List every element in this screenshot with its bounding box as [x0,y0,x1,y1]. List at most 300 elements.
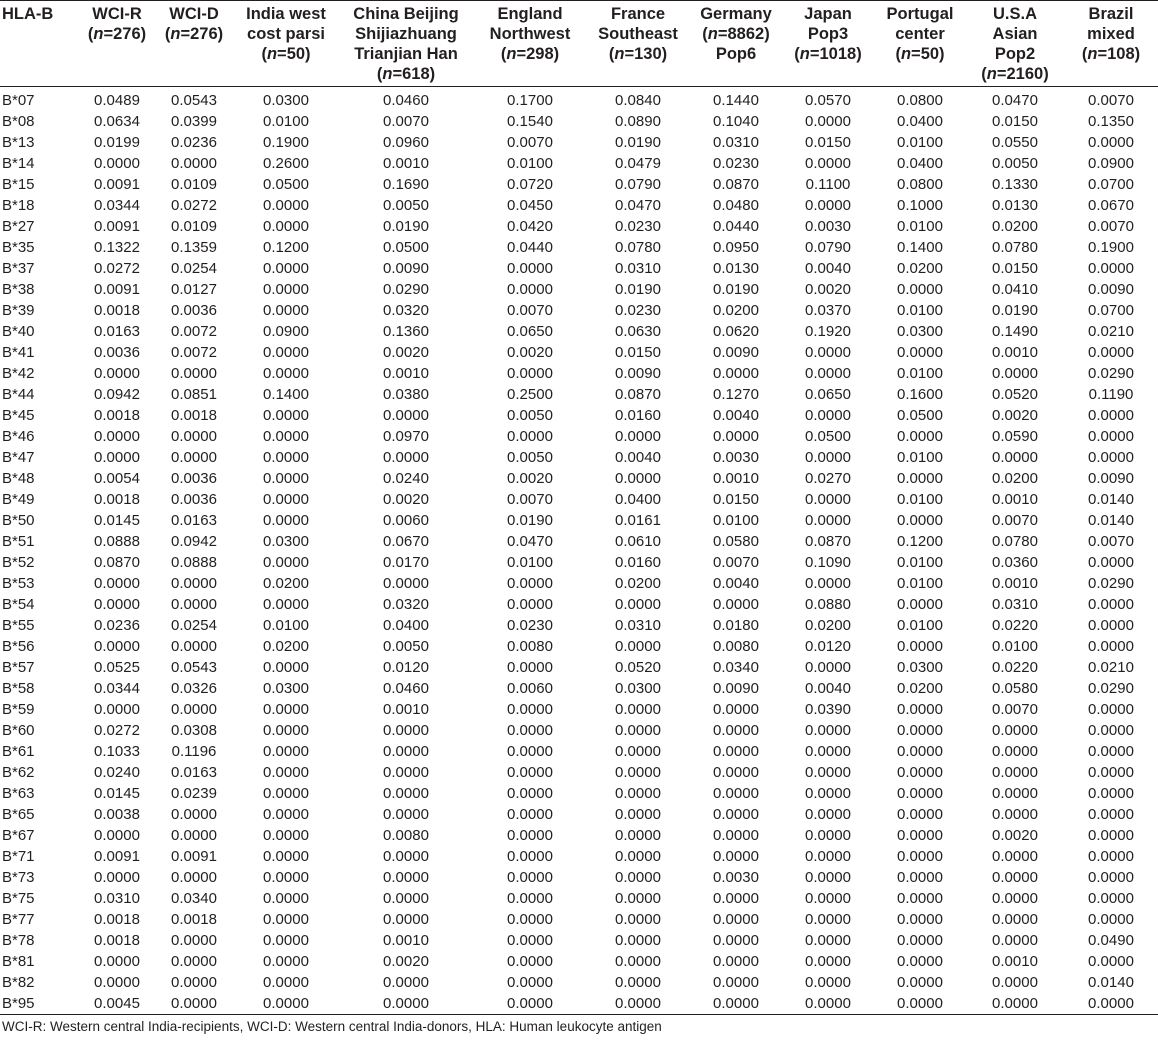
frequency-cell: 0.0000 [1088,827,1134,844]
column-header-line: India west [246,5,326,23]
table-row [0,699,1158,720]
frequency-cell: 0.0000 [1088,722,1134,739]
column-header-sample-size: (n=276) [164,25,224,43]
frequency-cell: 0.0070 [1088,533,1134,550]
frequency-cell: 0.0000 [507,806,553,823]
frequency-cell: 0.0400 [897,113,943,130]
frequency-cell: 0.0100 [897,575,943,592]
frequency-cell: 0.0080 [507,638,553,655]
frequency-cell: 0.0190 [992,302,1038,319]
frequency-cell: 0.0790 [805,239,851,256]
column-header-line: Portugal [886,5,954,23]
frequency-cell: 0.0000 [1088,554,1134,571]
frequency-cell: 0.0000 [992,722,1038,739]
frequency-cell: 0.0000 [615,596,661,613]
frequency-cell: 0.0000 [94,827,140,844]
table-row [0,279,1158,300]
frequency-cell: 0.0000 [1088,743,1134,760]
frequency-cell: 0.1100 [805,176,851,193]
frequency-cell: 0.0140 [1088,491,1134,508]
frequency-cell: 0.0000 [263,911,309,928]
frequency-cell: 0.0036 [171,491,217,508]
frequency-cell: 0.0000 [94,155,140,172]
frequency-cell: 0.0000 [713,848,759,865]
frequency-cell: 0.0150 [615,344,661,361]
frequency-cell: 0.0036 [171,470,217,487]
table-row [0,678,1158,699]
allele-cell: B*60 [2,722,35,739]
table-row [0,87,1158,112]
frequency-cell: 0.0230 [615,302,661,319]
frequency-cell: 0.0000 [507,575,553,592]
column-header [338,1,474,87]
frequency-cell: 0.0300 [263,533,309,550]
frequency-cell: 0.0326 [171,680,217,697]
column-header [1064,1,1158,87]
frequency-cell: 0.0000 [507,890,553,907]
frequency-cell: 0.0340 [171,890,217,907]
frequency-cell: 0.0200 [897,680,943,697]
allele-cell: B*53 [2,575,35,592]
frequency-cell: 0.1350 [1088,113,1134,130]
frequency-cell: 0.0200 [615,575,661,592]
frequency-cell: 0.0420 [507,218,553,235]
frequency-cell: 0.0000 [805,197,851,214]
frequency-cell: 0.0000 [1088,911,1134,928]
frequency-cell: 0.0240 [94,764,140,781]
sample-size-value: 50 [920,45,940,63]
column-header-line: Pop6 [715,45,757,63]
frequency-cell: 0.0470 [992,92,1038,109]
column-header-line: Northwest [489,25,571,43]
frequency-cell: 0.0390 [805,701,851,718]
allele-cell: B*56 [2,638,35,655]
frequency-cell: 0.0000 [805,911,851,928]
frequency-cell: 0.0000 [94,428,140,445]
column-header-line: China Beijing [353,5,459,23]
frequency-cell: 0.0100 [897,554,943,571]
frequency-cell: 0.0000 [897,953,943,970]
allele-cell: B*55 [2,617,35,634]
column-header [154,1,234,87]
frequency-cell: 0.0000 [263,218,309,235]
frequency-cell: 0.0163 [171,512,217,529]
frequency-cell: 0.0000 [507,932,553,949]
frequency-cell: 0.0000 [805,764,851,781]
frequency-cell: 0.0650 [507,323,553,340]
frequency-cell: 0.0000 [897,764,943,781]
frequency-cell: 0.0140 [1088,974,1134,991]
column-header-line: France [610,5,666,23]
frequency-cell: 0.0000 [1088,806,1134,823]
frequency-cell: 0.0320 [383,302,429,319]
allele-cell: B*58 [2,680,35,697]
frequency-cell: 0.0000 [713,932,759,949]
frequency-cell: 0.0000 [615,953,661,970]
frequency-cell: 0.0161 [615,512,661,529]
frequency-cell: 0.0525 [94,659,140,676]
frequency-cell: 0.0000 [805,491,851,508]
sample-size-value: 108 [1107,45,1135,63]
table-row [0,993,1158,1015]
column-header-line: center [895,25,945,43]
sample-size-value: 8862 [727,25,765,43]
frequency-cell: 0.0310 [713,134,759,151]
frequency-cell: 0.0000 [507,869,553,886]
table-row [0,174,1158,195]
frequency-cell: 0.0950 [713,239,759,256]
column-header-sample-size: (n=8862) [702,25,770,43]
frequency-cell: 0.0000 [383,722,429,739]
frequency-cell: 0.0000 [507,659,553,676]
frequency-cell: 0.0040 [713,407,759,424]
frequency-cell: 0.0890 [615,113,661,130]
frequency-cell: 0.0000 [805,344,851,361]
frequency-cell: 0.1322 [94,239,140,256]
frequency-cell: 0.0040 [713,575,759,592]
frequency-cell: 0.0090 [615,365,661,382]
frequency-cell: 0.0790 [615,176,661,193]
table-row [0,552,1158,573]
frequency-cell: 0.0000 [805,848,851,865]
table-row [0,594,1158,615]
frequency-cell: 0.0970 [383,428,429,445]
table-header [0,1,1158,87]
frequency-cell: 0.0054 [94,470,140,487]
frequency-cell: 0.0344 [94,197,140,214]
frequency-cell: 0.0870 [94,554,140,571]
frequency-cell: 0.0190 [615,281,661,298]
frequency-cell: 0.0010 [383,365,429,382]
frequency-cell: 0.0900 [263,323,309,340]
frequency-cell: 0.0000 [897,974,943,991]
frequency-cell: 0.0000 [1088,701,1134,718]
frequency-cell: 0.0010 [383,701,429,718]
frequency-cell: 0.0942 [94,386,140,403]
frequency-cell: 0.0000 [897,848,943,865]
table-row [0,237,1158,258]
frequency-cell: 0.0127 [171,281,217,298]
frequency-cell: 0.0610 [615,533,661,550]
frequency-cell: 0.0000 [805,407,851,424]
frequency-cell: 0.0000 [171,449,217,466]
frequency-cell: 0.0000 [263,701,309,718]
frequency-cell: 0.0000 [263,596,309,613]
frequency-cell: 0.0010 [713,470,759,487]
frequency-cell: 0.0000 [713,596,759,613]
allele-cell: B*13 [2,134,35,151]
frequency-cell: 0.0145 [94,512,140,529]
frequency-cell: 0.0091 [94,218,140,235]
table-footnote: WCI-R: Western central India-recipients, WCI-D: Western central India-donors, HLA: Human leukocyte antigen [2,1019,662,1034]
frequency-cell: 0.0000 [897,932,943,949]
frequency-cell: 0.0000 [263,302,309,319]
frequency-cell: 0.0018 [94,302,140,319]
allele-cell: B*57 [2,659,35,676]
frequency-cell: 0.0000 [992,764,1038,781]
frequency-cell: 0.0000 [171,428,217,445]
frequency-cell: 0.0310 [615,260,661,277]
frequency-cell: 0.0670 [1088,197,1134,214]
column-header-sample-size: (n=50) [261,45,311,63]
frequency-cell: 0.0000 [1088,953,1134,970]
frequency-cell: 0.0000 [992,806,1038,823]
frequency-cell: 0.0090 [713,680,759,697]
frequency-cell: 0.0000 [507,995,553,1012]
table-row [0,636,1158,657]
column-header [586,1,690,87]
frequency-cell: 0.0199 [94,134,140,151]
frequency-cell: 0.0170 [383,554,429,571]
frequency-cell: 0.0100 [897,449,943,466]
frequency-cell: 0.0570 [805,92,851,109]
column-header-line: mixed [1087,25,1135,43]
frequency-cell: 0.0018 [94,932,140,949]
frequency-cell: 0.0070 [507,134,553,151]
sample-size-value: 2160 [1006,65,1044,83]
frequency-cell: 0.0200 [992,218,1038,235]
frequency-cell: 0.0010 [992,344,1038,361]
frequency-cell: 0.0290 [1088,680,1134,697]
allele-cell: B*65 [2,806,35,823]
frequency-cell: 0.0000 [1088,848,1134,865]
frequency-cell: 0.0470 [615,197,661,214]
frequency-cell: 0.0000 [615,974,661,991]
frequency-cell: 0.0000 [94,953,140,970]
frequency-cell: 0.0272 [171,197,217,214]
frequency-cell: 0.0480 [713,197,759,214]
allele-cell: B*67 [2,827,35,844]
frequency-cell: 0.0040 [805,680,851,697]
frequency-cell: 0.0091 [171,848,217,865]
column-header-sample-size: (n=2160) [981,65,1049,83]
frequency-cell: 0.0160 [615,554,661,571]
frequency-cell: 0.0190 [383,218,429,235]
frequency-cell: 0.0670 [383,533,429,550]
frequency-cell: 0.0000 [507,953,553,970]
frequency-cell: 0.0000 [615,995,661,1012]
frequency-cell: 0.1190 [1088,386,1134,403]
frequency-cell: 0.0200 [992,470,1038,487]
frequency-cell: 0.0000 [263,722,309,739]
frequency-cell: 0.0050 [507,449,553,466]
frequency-cell: 0.0018 [94,911,140,928]
frequency-cell: 0.0000 [992,743,1038,760]
column-header-line: Shijiazhuang [355,25,457,43]
frequency-cell: 0.0000 [263,281,309,298]
frequency-cell: 0.0072 [171,344,217,361]
frequency-cell: 0.0000 [615,743,661,760]
allele-cell: B*15 [2,176,35,193]
frequency-cell: 0.0000 [805,449,851,466]
frequency-cell: 0.0100 [263,617,309,634]
header-row [0,1,1158,87]
frequency-cell: 0.0230 [615,218,661,235]
frequency-cell: 0.1400 [897,239,943,256]
table-row [0,342,1158,363]
frequency-cell: 0.0090 [1088,281,1134,298]
frequency-cell: 0.0000 [94,701,140,718]
frequency-cell: 0.0000 [713,722,759,739]
allele-cell: B*77 [2,911,35,928]
frequency-cell: 0.0630 [615,323,661,340]
frequency-cell: 0.0000 [507,722,553,739]
frequency-cell: 0.0020 [507,470,553,487]
frequency-cell: 0.0070 [992,701,1038,718]
frequency-cell: 0.0000 [713,890,759,907]
frequency-cell: 0.0000 [263,806,309,823]
frequency-cell: 0.0100 [263,113,309,130]
frequency-cell: 0.0000 [897,890,943,907]
frequency-cell: 0.1330 [992,176,1038,193]
frequency-cell: 0.0100 [897,365,943,382]
frequency-cell: 0.0500 [263,176,309,193]
frequency-cell: 0.0010 [992,953,1038,970]
frequency-cell: 0.0000 [383,995,429,1012]
frequency-cell: 0.0000 [805,890,851,907]
frequency-cell: 0.0000 [383,743,429,760]
frequency-cell: 0.1200 [263,239,309,256]
frequency-cell: 0.0000 [897,995,943,1012]
frequency-cell: 0.0650 [805,386,851,403]
frequency-cell: 0.0000 [263,344,309,361]
frequency-cell: 0.0700 [1088,302,1134,319]
frequency-cell: 0.0870 [713,176,759,193]
allele-cell: B*44 [2,386,35,403]
frequency-cell: 0.0000 [897,785,943,802]
frequency-cell: 0.0038 [94,806,140,823]
frequency-cell: 0.0070 [992,512,1038,529]
frequency-cell: 0.0290 [383,281,429,298]
frequency-cell: 0.0370 [805,302,851,319]
frequency-cell: 0.0000 [897,470,943,487]
column-header-sample-size: (n=108) [1081,45,1141,63]
sample-size-value: 50 [286,45,306,63]
frequency-cell: 0.0050 [992,155,1038,172]
frequency-cell: 0.0000 [713,785,759,802]
frequency-cell: 0.0300 [615,680,661,697]
frequency-cell: 0.0500 [805,428,851,445]
frequency-cell: 0.0000 [992,932,1038,949]
column-header-line: WCI-R [92,5,142,23]
frequency-cell: 0.0200 [263,638,309,655]
frequency-cell: 0.0080 [713,638,759,655]
frequency-cell: 0.0070 [507,491,553,508]
frequency-cell: 0.0000 [1088,764,1134,781]
frequency-cell: 0.0000 [713,764,759,781]
frequency-cell: 0.0000 [507,701,553,718]
frequency-cell: 0.0000 [897,512,943,529]
table-row [0,720,1158,741]
frequency-cell: 0.0000 [263,974,309,991]
frequency-cell: 0.0000 [615,701,661,718]
column-header-line: Asian [992,25,1038,43]
frequency-cell: 0.0000 [507,911,553,928]
allele-cell: B*59 [2,701,35,718]
frequency-cell: 0.0000 [897,911,943,928]
frequency-cell: 0.0000 [1088,596,1134,613]
frequency-cell: 0.0960 [383,134,429,151]
frequency-cell: 0.0000 [263,932,309,949]
allele-cell: B*14 [2,155,35,172]
frequency-cell: 0.0160 [615,407,661,424]
frequency-cell: 0.0030 [713,869,759,886]
frequency-cell: 0.0109 [171,218,217,235]
frequency-cell: 0.0840 [615,92,661,109]
frequency-cell: 0.1040 [713,113,759,130]
frequency-cell: 0.0000 [94,596,140,613]
table-row [0,216,1158,237]
frequency-cell: 0.0000 [507,365,553,382]
frequency-cell: 0.0060 [383,512,429,529]
frequency-cell: 0.0310 [992,596,1038,613]
frequency-cell: 0.0000 [615,890,661,907]
frequency-cell: 0.0140 [1088,512,1134,529]
frequency-cell: 0.0400 [615,491,661,508]
frequency-cell: 0.1360 [383,323,429,340]
frequency-cell: 0.0030 [713,449,759,466]
column-header [782,1,874,87]
frequency-cell: 0.0520 [615,659,661,676]
allele-cell: B*18 [2,197,35,214]
frequency-cell: 0.0000 [615,428,661,445]
frequency-cell: 0.0580 [992,680,1038,697]
frequency-cell: 0.0150 [992,260,1038,277]
frequency-cell: 0.0000 [805,722,851,739]
frequency-cell: 0.0000 [383,806,429,823]
table-row [0,972,1158,993]
allele-cell: B*42 [2,365,35,382]
frequency-cell: 0.0000 [383,575,429,592]
frequency-cell: 0.0000 [507,428,553,445]
frequency-cell: 0.0620 [713,323,759,340]
allele-cell: B*48 [2,470,35,487]
frequency-cell: 0.0270 [805,470,851,487]
frequency-cell: 0.0520 [992,386,1038,403]
frequency-cell: 0.0030 [805,218,851,235]
frequency-cell: 0.0320 [383,596,429,613]
frequency-cell: 0.0888 [171,554,217,571]
frequency-cell: 0.0290 [1088,365,1134,382]
frequency-cell: 0.0210 [1088,323,1134,340]
allele-cell: B*75 [2,890,35,907]
frequency-cell: 0.1359 [171,239,217,256]
frequency-cell: 0.0000 [263,470,309,487]
frequency-cell: 0.0000 [171,995,217,1012]
frequency-cell: 0.0109 [171,176,217,193]
frequency-cell: 0.0120 [805,638,851,655]
frequency-cell: 0.0190 [615,134,661,151]
table-row [0,111,1158,132]
frequency-cell: 0.0000 [507,827,553,844]
frequency-cell: 0.0000 [1088,449,1134,466]
frequency-cell: 0.0050 [507,407,553,424]
frequency-cell: 0.0000 [615,869,661,886]
frequency-cell: 0.0000 [805,155,851,172]
sample-size-value: 618 [402,65,430,83]
frequency-cell: 0.0018 [94,491,140,508]
frequency-cell: 0.0220 [992,659,1038,676]
frequency-cell: 0.0543 [171,659,217,676]
column-header-sample-size: (n=276) [87,25,147,43]
table-row [0,951,1158,972]
frequency-cell: 0.0000 [615,785,661,802]
frequency-cell: 0.0479 [615,155,661,172]
column-header-line: Brazil [1088,5,1134,23]
frequency-cell: 0.0220 [992,617,1038,634]
frequency-cell: 0.0000 [992,911,1038,928]
frequency-cell: 0.0000 [383,449,429,466]
